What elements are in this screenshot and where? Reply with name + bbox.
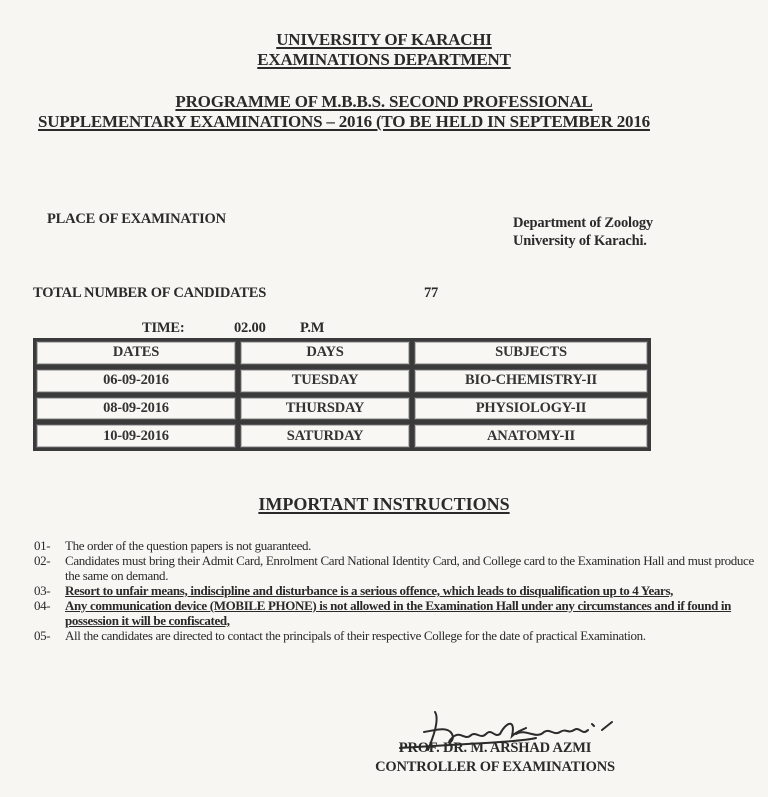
programme-title-line1: PROGRAMME OF M.B.B.S. SECOND PROFESSIONAL [175, 92, 593, 111]
place-value-line2: University of Karachi. [513, 233, 647, 249]
place-value-line1: Department of Zoology [513, 215, 653, 231]
instruction-item: 03- Resort to unfair means, indiscipline and disturbance is a serious offence, which leads to disqualification up to 4 Years, [34, 583, 674, 598]
instruction-item: 04- Any communication device (MOBILE PHONE) is not allowed in the Examination Hall under any circumstances and if found in possession it will be confiscated, [34, 598, 732, 628]
header-dates: DATES [36, 341, 236, 365]
instruction-item: 01- The order of the question papers is not guaranteed. [34, 538, 312, 553]
place-label: PLACE OF EXAMINATION [47, 211, 226, 227]
instructions-list [34, 538, 764, 643]
signatory-name: PROF. DR. M. ARSHAD AZMI [398, 740, 592, 756]
instruction-item: 02- Candidates must bring their Admit Card, Enrolment Card National Identity Card, and College card to the Examination Hall and must produce the same on demand. [34, 553, 754, 583]
instruction-item: 05- All the candidates are directed to contact the principals of their respective College for the date of practical Examination. [34, 628, 646, 643]
row2-day: THURSDAY [240, 397, 410, 421]
row3-date: 10-09-2016 [36, 424, 236, 448]
header-subjects: SUBJECTS [414, 341, 648, 365]
department-title: EXAMINATIONS DEPARTMENT [257, 50, 511, 69]
university-title: UNIVERSITY OF KARACHI [276, 30, 492, 49]
time-meridiem: P.M [300, 320, 325, 336]
header-days: DAYS [240, 341, 410, 365]
row1-date: 06-09-2016 [36, 369, 236, 393]
row3-subject: ANATOMY-II [414, 424, 648, 448]
row2-date: 08-09-2016 [36, 397, 236, 421]
candidates-count: 77 [424, 285, 439, 301]
row1-day: TUESDAY [240, 369, 410, 393]
instructions-title: IMPORTANT INSTRUCTIONS [258, 494, 510, 514]
row3-day: SATURDAY [240, 424, 410, 448]
time-value: 02.00 [234, 320, 266, 336]
exam-schedule-table [33, 338, 651, 451]
row1-subject: BIO-CHEMISTRY-II [414, 369, 648, 393]
time-label: TIME: [142, 320, 185, 336]
row2-subject: PHYSIOLOGY-II [414, 397, 648, 421]
candidates-label: TOTAL NUMBER OF CANDIDATES [33, 285, 267, 301]
programme-title-line2: SUPPLEMENTARY EXAMINATIONS – 2016 (TO BE HELD IN SEPTEMBER 2016 [38, 112, 650, 131]
signatory-title: CONTROLLER OF EXAMINATIONS [375, 759, 615, 775]
